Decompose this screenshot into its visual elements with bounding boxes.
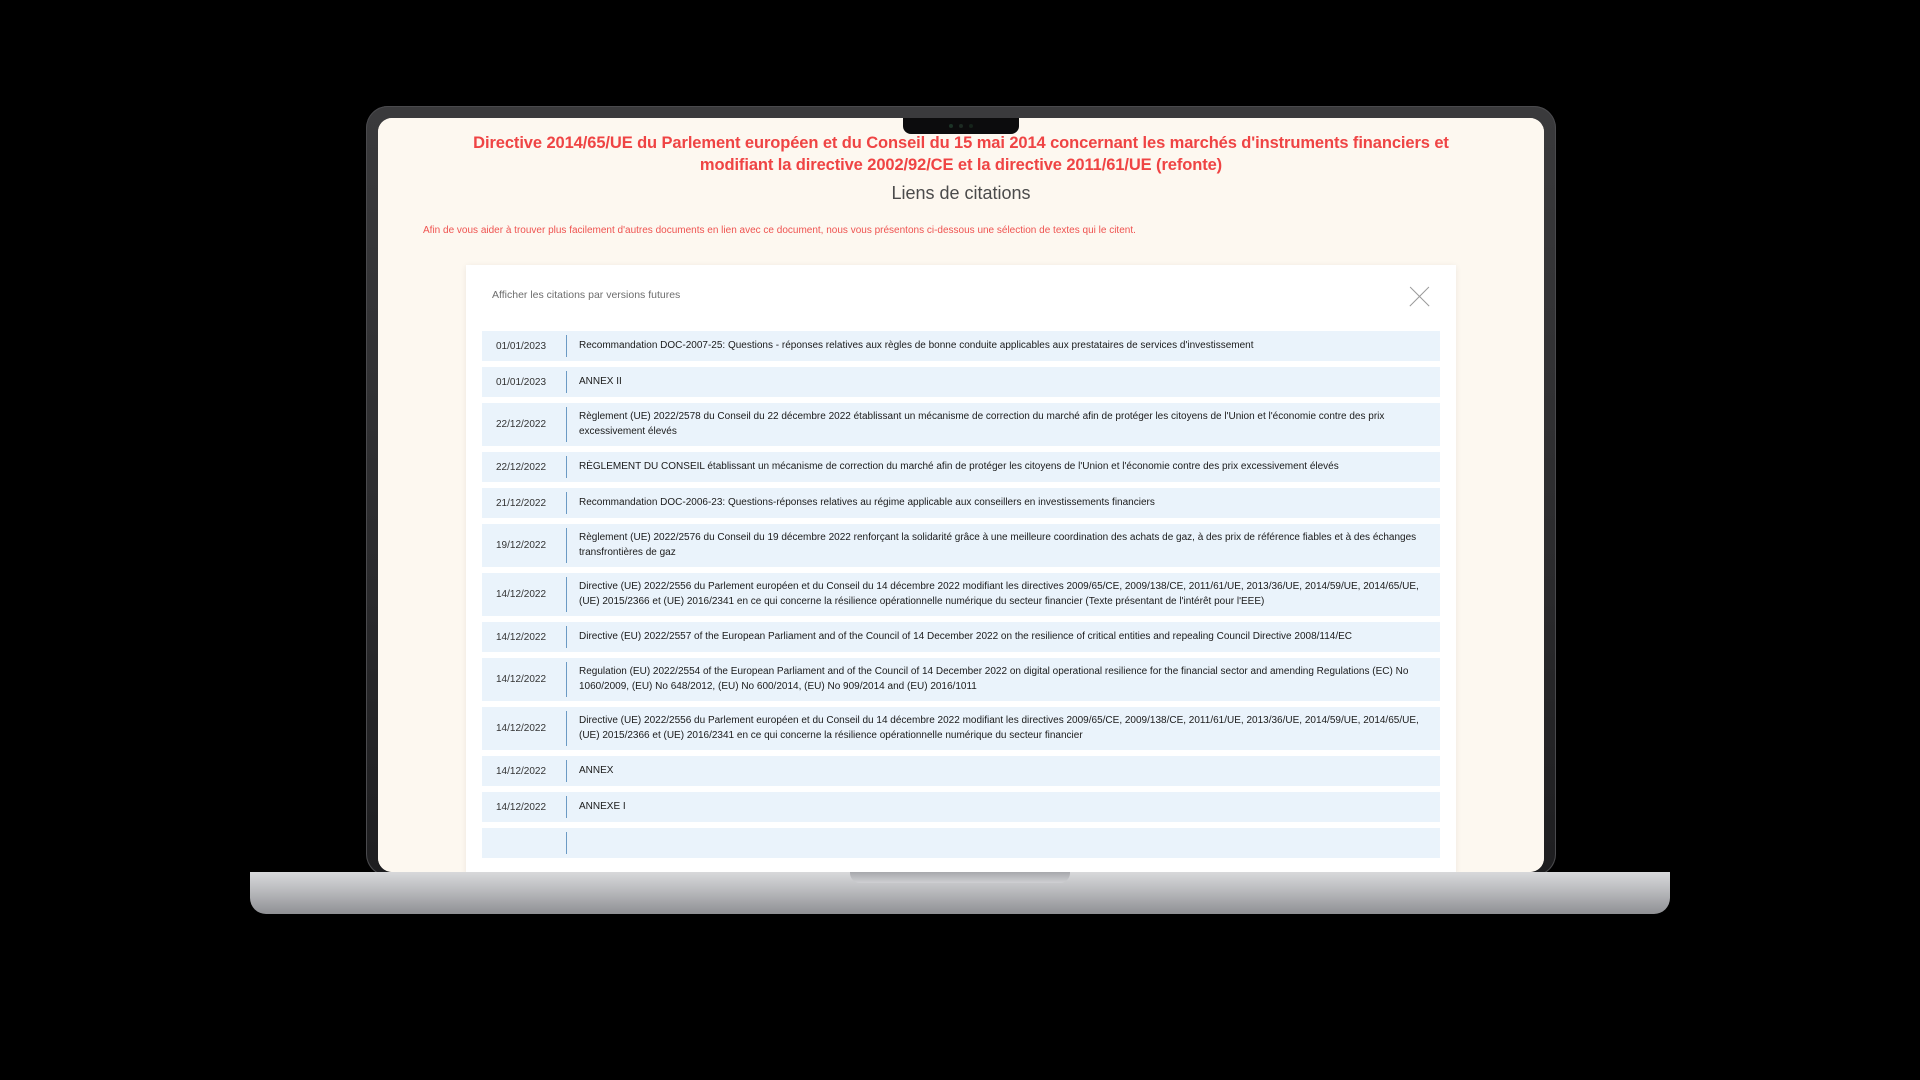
- list-item[interactable]: [482, 488, 1440, 518]
- page-note: Afin de vous aider à trouver plus facilement d'autres documents en lien avec ce document, nous vous présentons ci-dessous une sélection de textes qui le citent.: [423, 224, 1136, 236]
- citation-date: 01/01/2023: [496, 376, 547, 388]
- list-item[interactable]: [482, 331, 1440, 361]
- future-versions-toggle[interactable]: Afficher les citations par versions futures: [492, 289, 681, 301]
- citation-title[interactable]: RÈGLEMENT DU CONSEIL établissant un mécanisme de correction du marché afin de protéger les citoyens de l'Union et l'économie contre des prix excessivement élevés: [579, 460, 1339, 472]
- citation-date: 14/12/2022: [496, 589, 547, 600]
- citation-title[interactable]: [567, 828, 1440, 858]
- citation-title[interactable]: Directive (UE) 2022/2556 du Parlement européen et du Conseil du 14 décembre 2022 modifiant les directives 2009/65/CE, 2009/138/CE, 2011/61/UE, 2013/36/UE, 2014/59/UE, 2014/65/UE, (UE) 2015/2366 et (UE) 2016/2341 en ce qui concerne la résilience opérationnelle numérique du secteur financier (Texte présentant de l'intérêt pour l'EEE): [579, 581, 1419, 607]
- citation-date: 01/01/2023: [496, 340, 547, 352]
- page-subtitle: Liens de citations: [891, 182, 1031, 203]
- webcam-notch: [903, 118, 1019, 134]
- citation-date: 22/12/2022: [496, 419, 547, 430]
- citations-panel: [466, 265, 1456, 872]
- laptop-screen-bezel: [378, 118, 1544, 872]
- sensor-icon: [969, 124, 973, 128]
- citation-date: [482, 828, 566, 858]
- page-content: [378, 118, 1544, 872]
- browser-viewport: [378, 118, 1544, 872]
- list-item[interactable]: [482, 622, 1440, 652]
- close-icon[interactable]: [1404, 282, 1434, 312]
- citation-date: 21/12/2022: [496, 497, 547, 509]
- citation-title[interactable]: ANNEX II: [579, 375, 622, 387]
- list-item[interactable]: [482, 452, 1440, 482]
- citation-title[interactable]: Directive (UE) 2022/2556 du Parlement européen et du Conseil du 14 décembre 2022 modifiant les directives 2009/65/CE, 2009/138/CE, 2011/61/UE, 2013/36/UE, 2014/59/UE, 2014/65/UE, (UE) 2015/2366 et (UE) 2016/2341 en ce qui concerne la résilience opérationnelle numérique du secteur financier: [579, 715, 1419, 741]
- citation-title[interactable]: Recommandation DOC-2006-23: Questions-réponses relatives au régime applicable aux conseillers en investissements financiers: [579, 496, 1155, 508]
- citation-date: 22/12/2022: [496, 461, 547, 473]
- citation-title[interactable]: ANNEX: [579, 764, 614, 776]
- citation-date: 14/12/2022: [496, 674, 547, 685]
- citation-title[interactable]: Recommandation DOC-2007-25: Questions - réponses relatives aux règles de bonne conduite applicables aux prestataires de services d'investissement: [579, 339, 1254, 351]
- citations-panel-header: [466, 265, 1456, 331]
- citation-title[interactable]: Directive (EU) 2022/2557 of the European Parliament and of the Council of 14 December 2022 on the resilience of critical entities and repealing Council Directive 2008/114/EC: [579, 630, 1353, 642]
- list-item[interactable]: [482, 403, 1440, 446]
- citation-date: 14/12/2022: [496, 631, 547, 643]
- citation-title[interactable]: ANNEXE I: [579, 800, 626, 812]
- page-title: Directive 2014/65/UE du Parlement européen et du Conseil du 15 mai 2014 concernant les marchés d'instruments financiers et modifiant la directive 2002/92/CE et la directive 2011/61/UE (refonte): [473, 134, 1449, 175]
- list-item[interactable]: [482, 707, 1440, 750]
- citation-date: 14/12/2022: [496, 801, 547, 813]
- list-item[interactable]: [482, 573, 1440, 616]
- citation-date: 14/12/2022: [496, 765, 547, 777]
- camera-indicator-icon: [949, 124, 953, 128]
- citation-title[interactable]: Règlement (UE) 2022/2576 du Conseil du 19 décembre 2022 renforçant la solidarité grâce à une meilleure coordination des achats de gaz, à des prix de référence fiables et à des échanges transfrontières de gaz: [579, 532, 1417, 558]
- citation-date: 14/12/2022: [496, 723, 547, 734]
- list-item[interactable]: [482, 367, 1440, 397]
- citation-date: 19/12/2022: [496, 540, 547, 551]
- camera-icon: [959, 124, 963, 128]
- list-item[interactable]: [482, 756, 1440, 786]
- citation-title[interactable]: Regulation (EU) 2022/2554 of the European Parliament and of the Council of 14 December 2022 on digital operational resilience for the financial sector and amending Regulations (EC) No 1060/2009, (EU) No 648/2012, (EU) No 600/2014, (EU) No 909/2014 and (EU) 2016/1011: [579, 666, 1409, 692]
- citation-title[interactable]: Règlement (UE) 2022/2578 du Conseil du 22 décembre 2022 établissant un mécanisme de correction du marché afin de protéger les citoyens de l'Union et l'économie contre des prix excessivement élevés: [579, 411, 1385, 437]
- list-item[interactable]: [482, 792, 1440, 822]
- citations-list[interactable]: [466, 331, 1456, 872]
- laptop-base: [250, 872, 1670, 914]
- list-item-partial[interactable]: [482, 828, 1440, 858]
- list-item[interactable]: [482, 658, 1440, 701]
- list-item[interactable]: [482, 524, 1440, 567]
